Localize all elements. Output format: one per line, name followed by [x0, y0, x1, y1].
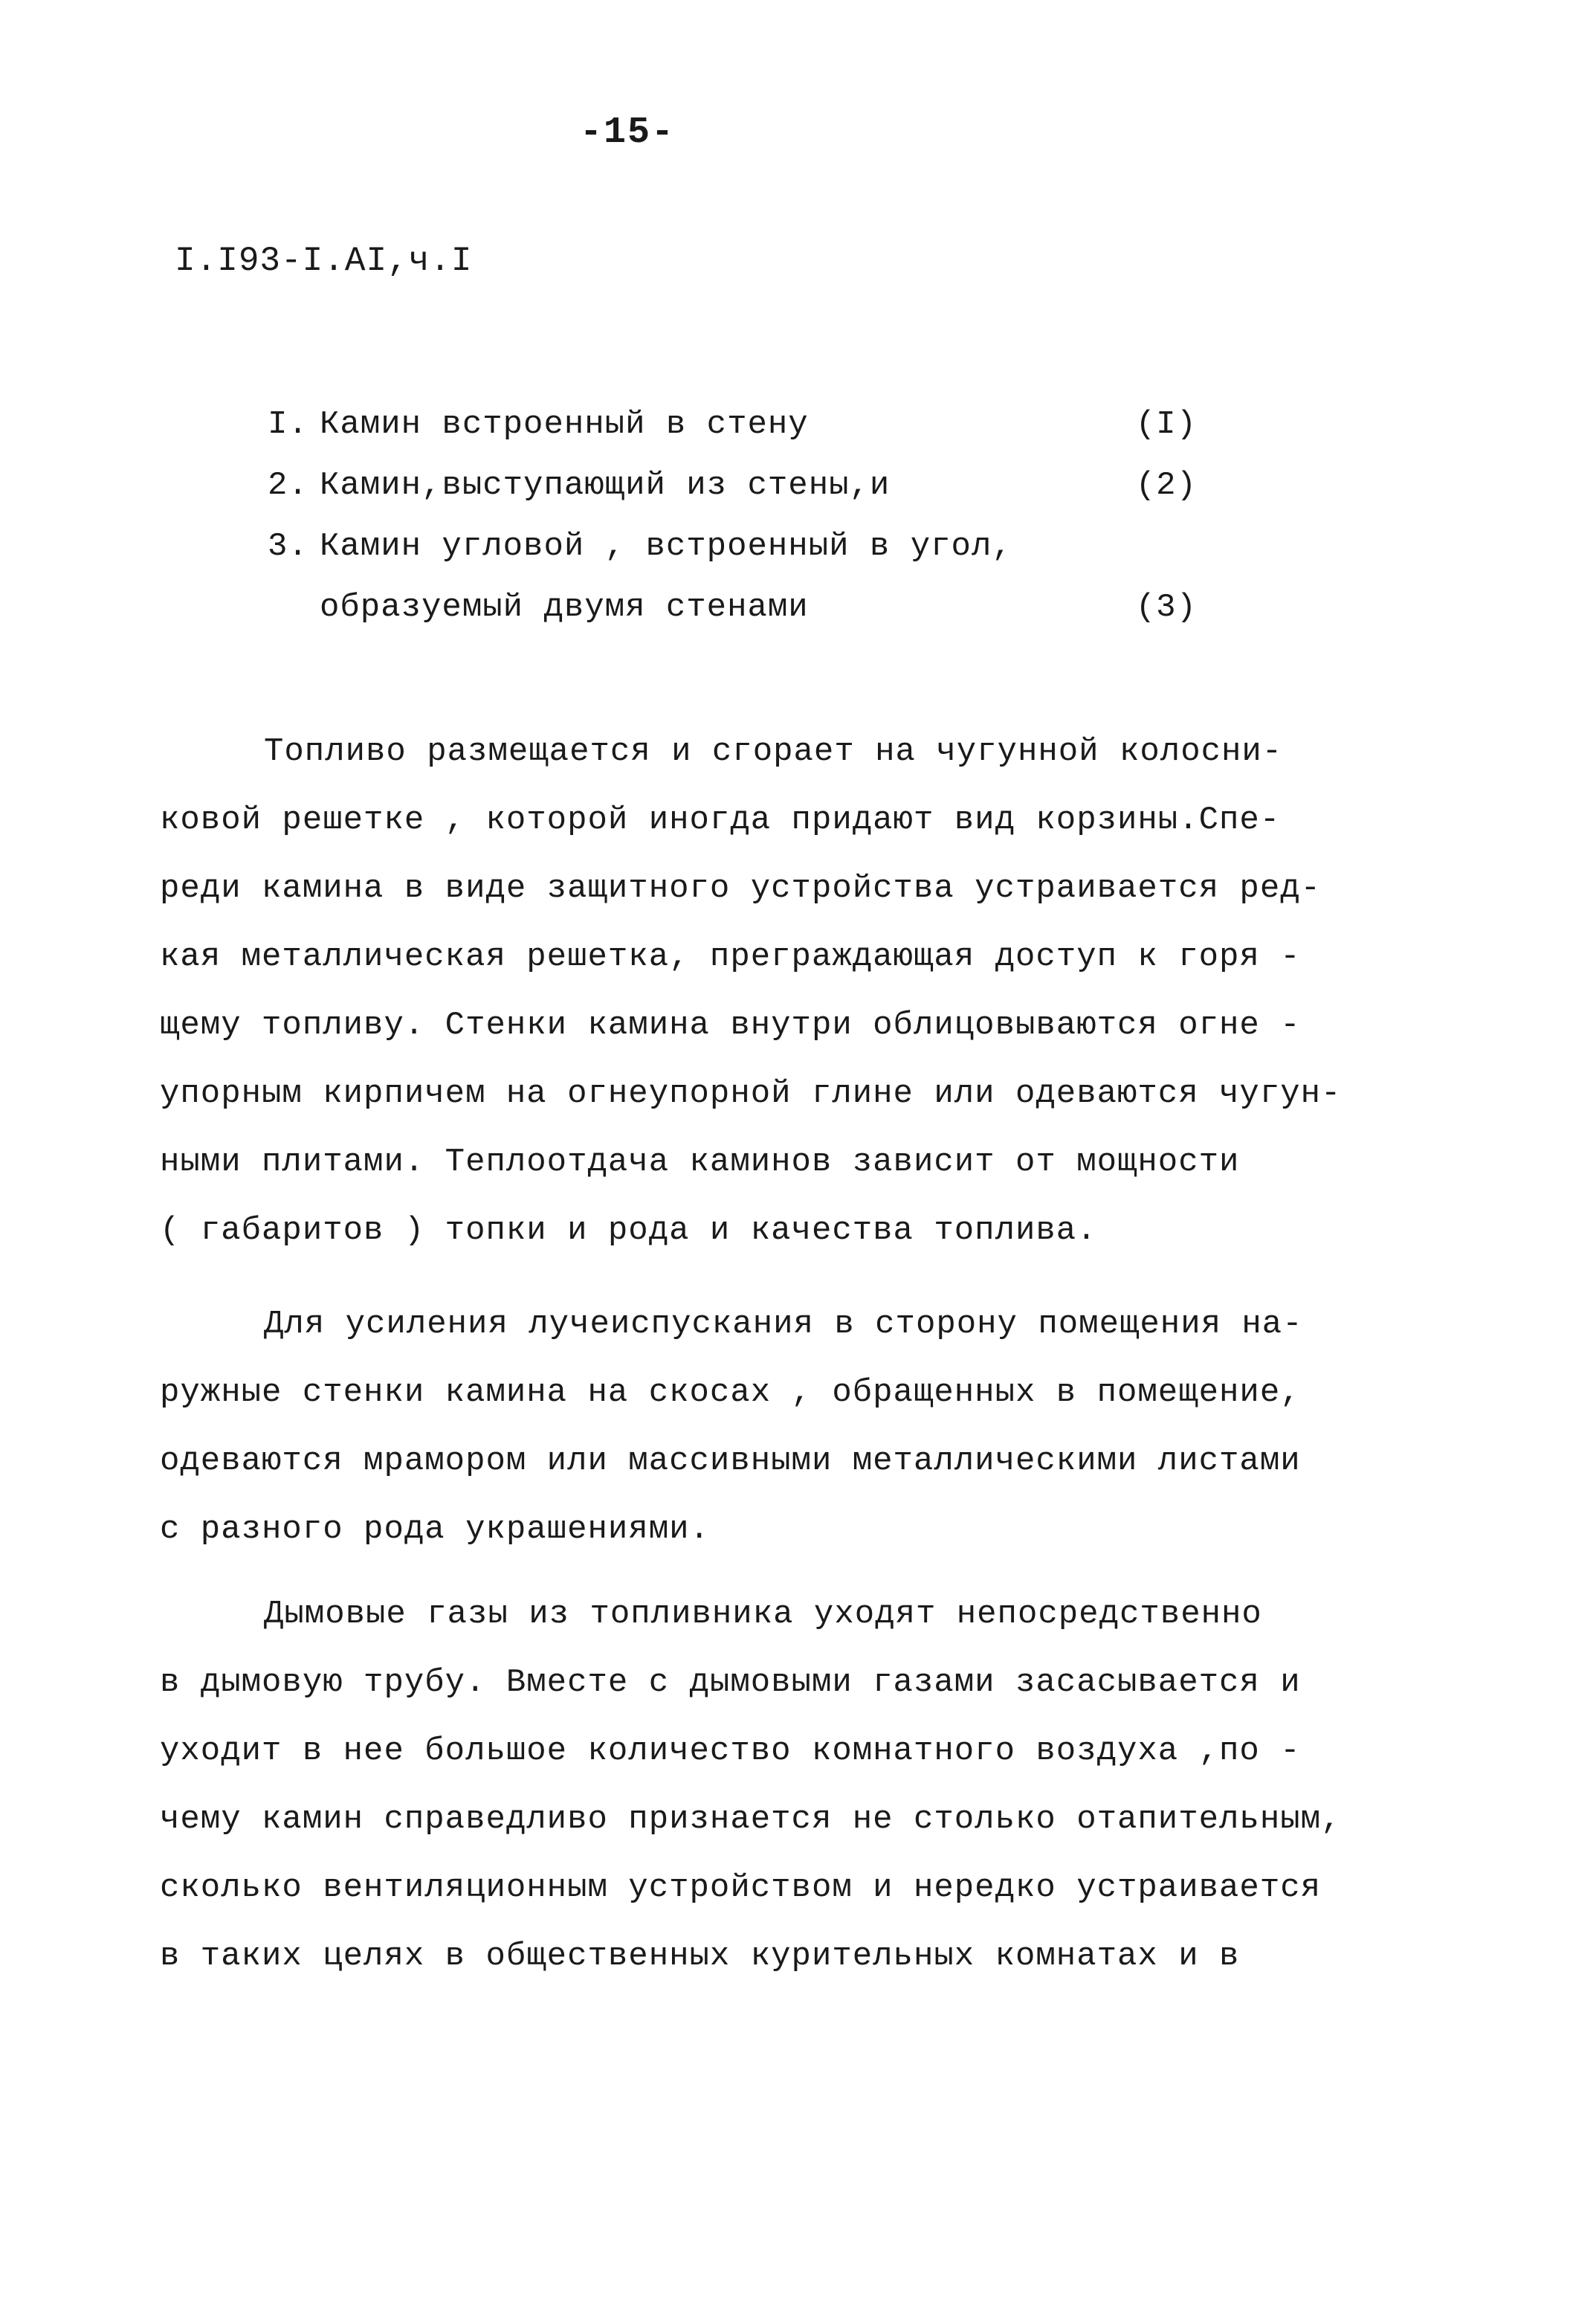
paragraph-line: ружные стенки камина на скосах , обращенных в помещение, — [160, 1374, 1301, 1411]
paragraph-line: уходит в нее большое количество комнатного воздуха ,по - — [160, 1732, 1301, 1770]
paragraph-line: одеваются мрамором или массивными металлическими листами — [160, 1442, 1301, 1480]
paragraph-smoke-gases — [160, 1580, 1379, 1990]
paragraph-line: с разного рода украшениями. — [160, 1511, 710, 1548]
fireplace-types-list — [268, 394, 1197, 638]
paragraph-line: в дымовую трубу. Вместе с дымовыми газами засасывается и — [160, 1664, 1301, 1701]
paragraph-line: сколько вентиляционным устройством и нередко устраивается — [160, 1869, 1322, 1906]
list-item-number: I. — [268, 406, 308, 443]
paragraph-line: упорным кирпичем на огнеупорной глине или одеваются чугун- — [160, 1075, 1342, 1112]
paragraph-line: Топливо размещается и сгорает на чугунной колосни- — [264, 733, 1283, 770]
list-item-ref: (3) — [1135, 589, 1197, 626]
paragraph-line: чему камин справедливо признается не столько отапительным, — [160, 1801, 1342, 1838]
paragraph-line: ( габаритов ) топки и рода и качества топлива. — [160, 1212, 1097, 1249]
list-item-text: Камин встроенный в стену — [320, 406, 809, 443]
list-item — [268, 455, 1197, 516]
document-code: I.I93-I.AI,ч.I — [175, 242, 473, 280]
page-number: -15- — [580, 112, 676, 154]
list-item-text: Камин угловой , встроенный в угол, — [320, 528, 1012, 565]
list-item-number: 3. — [268, 528, 308, 565]
paragraph-fuel — [160, 718, 1379, 1265]
paragraph-line: Дымовые газы из топливника уходят непосредственно — [264, 1596, 1262, 1633]
paragraph-line: ными плитами. Теплоотдача каминов зависит от мощности — [160, 1144, 1240, 1181]
list-item-text: Камин,выступающий из стены,и — [320, 467, 891, 504]
list-item-ref: (I) — [1135, 406, 1197, 443]
list-item-text-continued: образуемый двумя стенами — [320, 589, 809, 626]
paragraph-line: Для усиления лучеиспускания в сторону помещения на- — [264, 1306, 1303, 1343]
list-item-ref: (2) — [1135, 467, 1197, 504]
list-item — [268, 394, 1197, 455]
paragraph-line: в таких целях в общественных курительных комнатах и в — [160, 1938, 1240, 1975]
list-item — [268, 516, 1197, 638]
paragraph-line: реди камина в виде защитного устройства устраивается ред- — [160, 870, 1322, 907]
paragraph-line: кая металлическая решетка, преграждающая доступ к горя - — [160, 938, 1301, 976]
list-item-number: 2. — [268, 467, 308, 504]
paragraph-radiation — [160, 1290, 1379, 1564]
paragraph-line: щему топливу. Стенки камина внутри облицовываются огне - — [160, 1007, 1301, 1044]
paragraph-line: ковой решетке , которой иногда придают вид корзины.Спе- — [160, 802, 1281, 839]
